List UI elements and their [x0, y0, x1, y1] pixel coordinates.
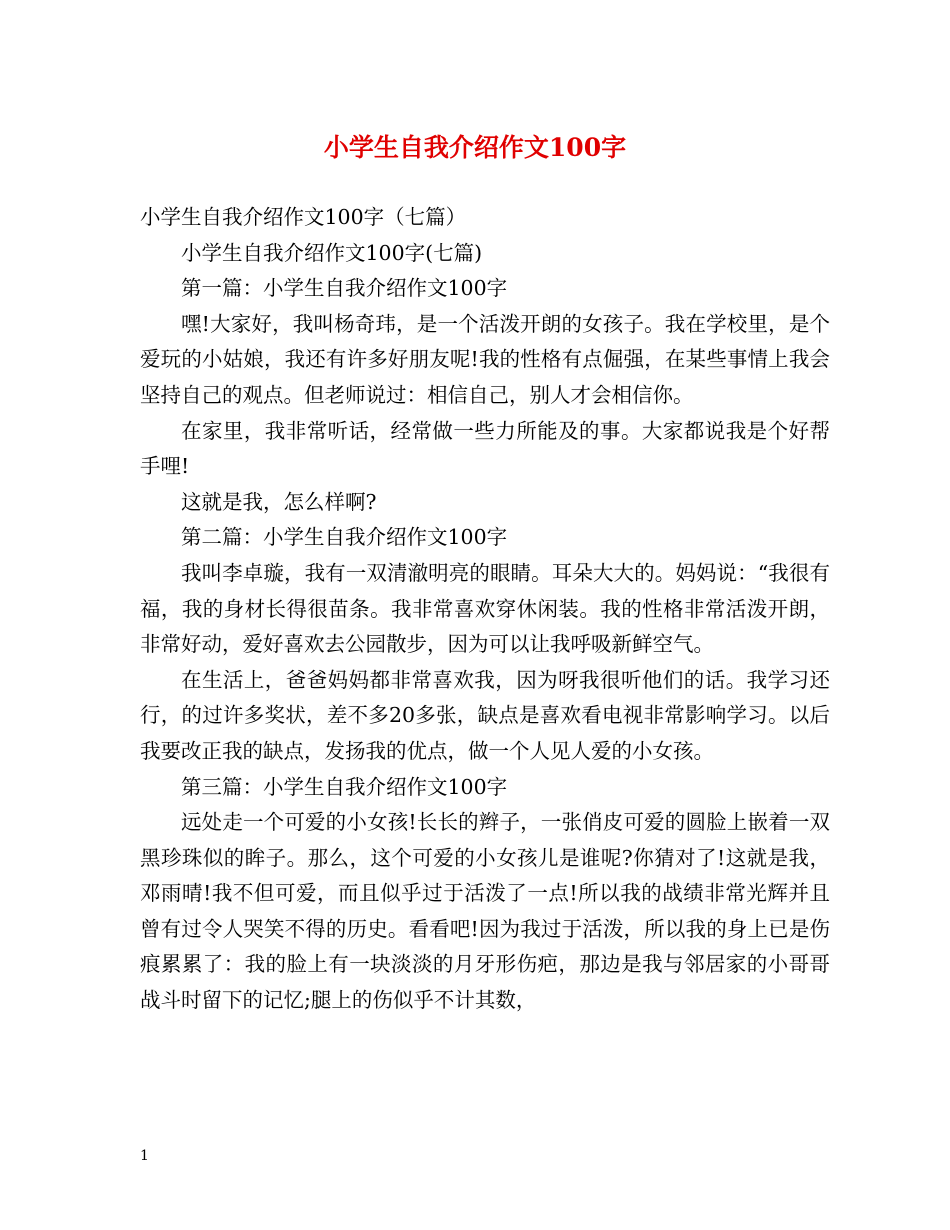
- paragraph-subheading: 小学生自我介绍作文100字(七篇): [181, 240, 483, 265]
- document-body: [140, 200, 830, 1019]
- paragraph: 在生活上，爸爸妈妈都非常喜欢我，因为呀我很听他们的话。我学习还行，的过许多奖状，差不多20多张，缺点是喜欢看电视非常影响学习。以后我要改正我的缺点，发扬我的优点，做一个人见人爱的小女孩。: [140, 667, 830, 763]
- section-heading-2: 第二篇：小学生自我介绍作文100字: [181, 525, 508, 550]
- paragraph-heading-main: 小学生自我介绍作文100字（七篇）: [140, 205, 467, 229]
- paragraph: 嘿!大家好，我叫杨奇玮，是一个活泼开朗的女孩子。我在学校里，是个爱玩的小姑娘，我还有许多好朋友呢!我的性格有点倔强，在某些事情上我会坚持自己的观点。但老师说过：相信自己，别人才会相信你。: [140, 311, 830, 407]
- page-number: 1: [140, 1148, 149, 1164]
- paragraph: 在家里，我非常听话，经常做一些力所能及的事。大家都说我是个好帮手哩!: [140, 418, 830, 479]
- paragraph: 远处走一个可爱的小女孩!长长的辫子，一张俏皮可爱的圆脸上嵌着一双黑珍珠似的眸子。那么，这个可爱的小女孩儿是谁呢?你猜对了!这就是我，邓雨晴!我不但可爱，而且似乎过于活泼了一点!所以我的战绩非常光辉并且曾有过令人哭笑不得的历史。看看吧!因为我过于活泼，所以我的身上已是伤痕累累了：我的脸上有一块淡淡的月牙形伤疤，那边是我与邻居家的小哥哥战斗时留下的记忆;腿上的伤似乎不计其数，: [140, 810, 830, 1013]
- document-title: 小学生自我介绍作文100字: [323, 133, 627, 162]
- section-heading-1: 第一篇：小学生自我介绍作文100字: [181, 276, 508, 301]
- paragraph: 我叫李卓璇，我有一双清澈明亮的眼睛。耳朵大大的。妈妈说：“我很有福，我的身材长得很苗条。我非常喜欢穿休闲装。我的性格非常活泼开朗，非常好动，爱好喜欢去公园散步，因为可以让我呼吸新鲜空气。: [140, 560, 830, 657]
- paragraph: 这就是我，怎么样啊?: [181, 489, 377, 514]
- section-heading-3: 第三篇：小学生自我介绍作文100字: [181, 774, 508, 799]
